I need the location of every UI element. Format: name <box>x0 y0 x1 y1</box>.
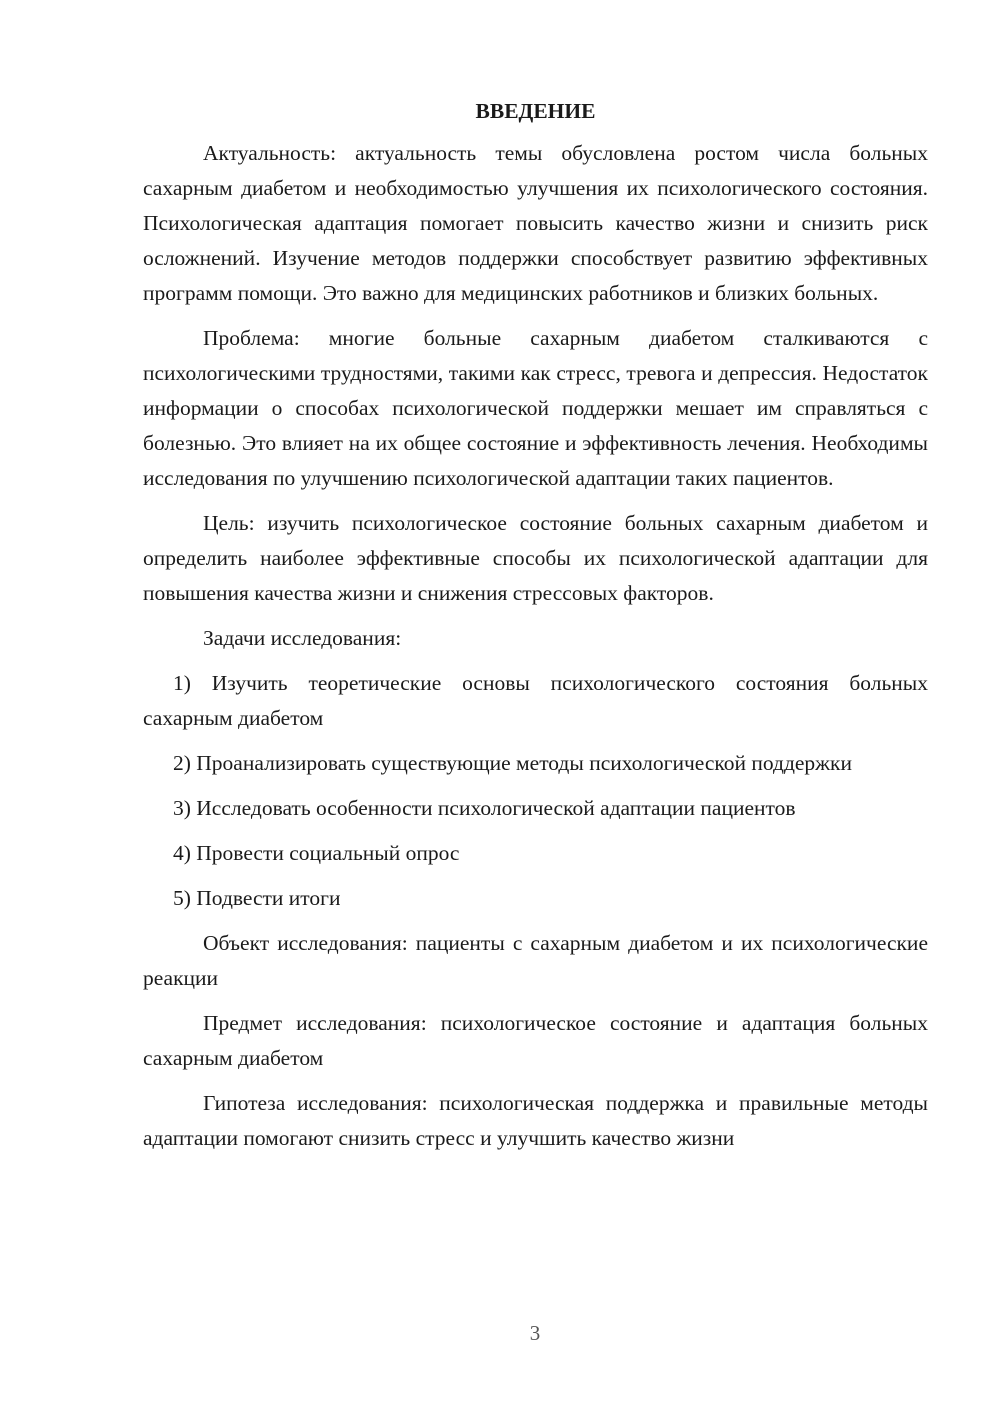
paragraph-object: Объект исследования: пациенты с сахарным диабетом и их психологические реакции <box>143 931 928 990</box>
page-number: 3 <box>529 1321 541 1345</box>
paragraph-tasks-heading: Задачи исследования: <box>203 626 402 650</box>
task-item-1: 1) Изучить теоретические основы психологического состояния больных сахарным диабетом <box>143 671 928 730</box>
paragraph-hypothesis: Гипотеза исследования: психологическая поддержка и правильные методы адаптации помогают снизить стресс и улучшить качество жизни <box>143 1091 928 1150</box>
task-item-4: 4) Провести социальный опрос <box>173 841 460 865</box>
paragraph-problem: Проблема: многие больные сахарным диабетом сталкиваются с психологическими трудностями, такими как стресс, тревога и депрессия. Недостаток информации о способах психологической поддержки мешает им справляться с болезнью. Это влияет на их общее состояние и эффективность лечения. Необходимы исследования по улучшению психологической адаптации таких пациентов. <box>143 326 928 490</box>
section-title: ВВЕДЕНИЕ <box>475 99 596 123</box>
paragraph-subject: Предмет исследования: психологическое состояние и адаптация больных сахарным диабетом <box>143 1011 928 1070</box>
task-item-3: 3) Исследовать особенности психологической адаптации пациентов <box>173 796 796 820</box>
task-item-5: 5) Подвести итоги <box>173 886 341 910</box>
paragraph-goal: Цель: изучить психологическое состояние больных сахарным диабетом и определить наиболее эффективные способы их психологической адаптации для повышения качества жизни и снижения стрессовых факторов. <box>143 511 928 605</box>
task-item-2: 2) Проанализировать существующие методы психологической поддержки <box>173 751 852 775</box>
document-page <box>143 96 928 1166</box>
paragraph-relevance: Актуальность: актуальность темы обусловлена ростом числа больных сахарным диабетом и необходимостью улучшения их психологического состояния. Психологическая адаптация помогает повысить качество жизни и снизить риск осложнений. Изучение методов поддержки способствует развитию эффективных программ помощи. Это важно для медицинских работников и близких больных. <box>143 141 928 305</box>
